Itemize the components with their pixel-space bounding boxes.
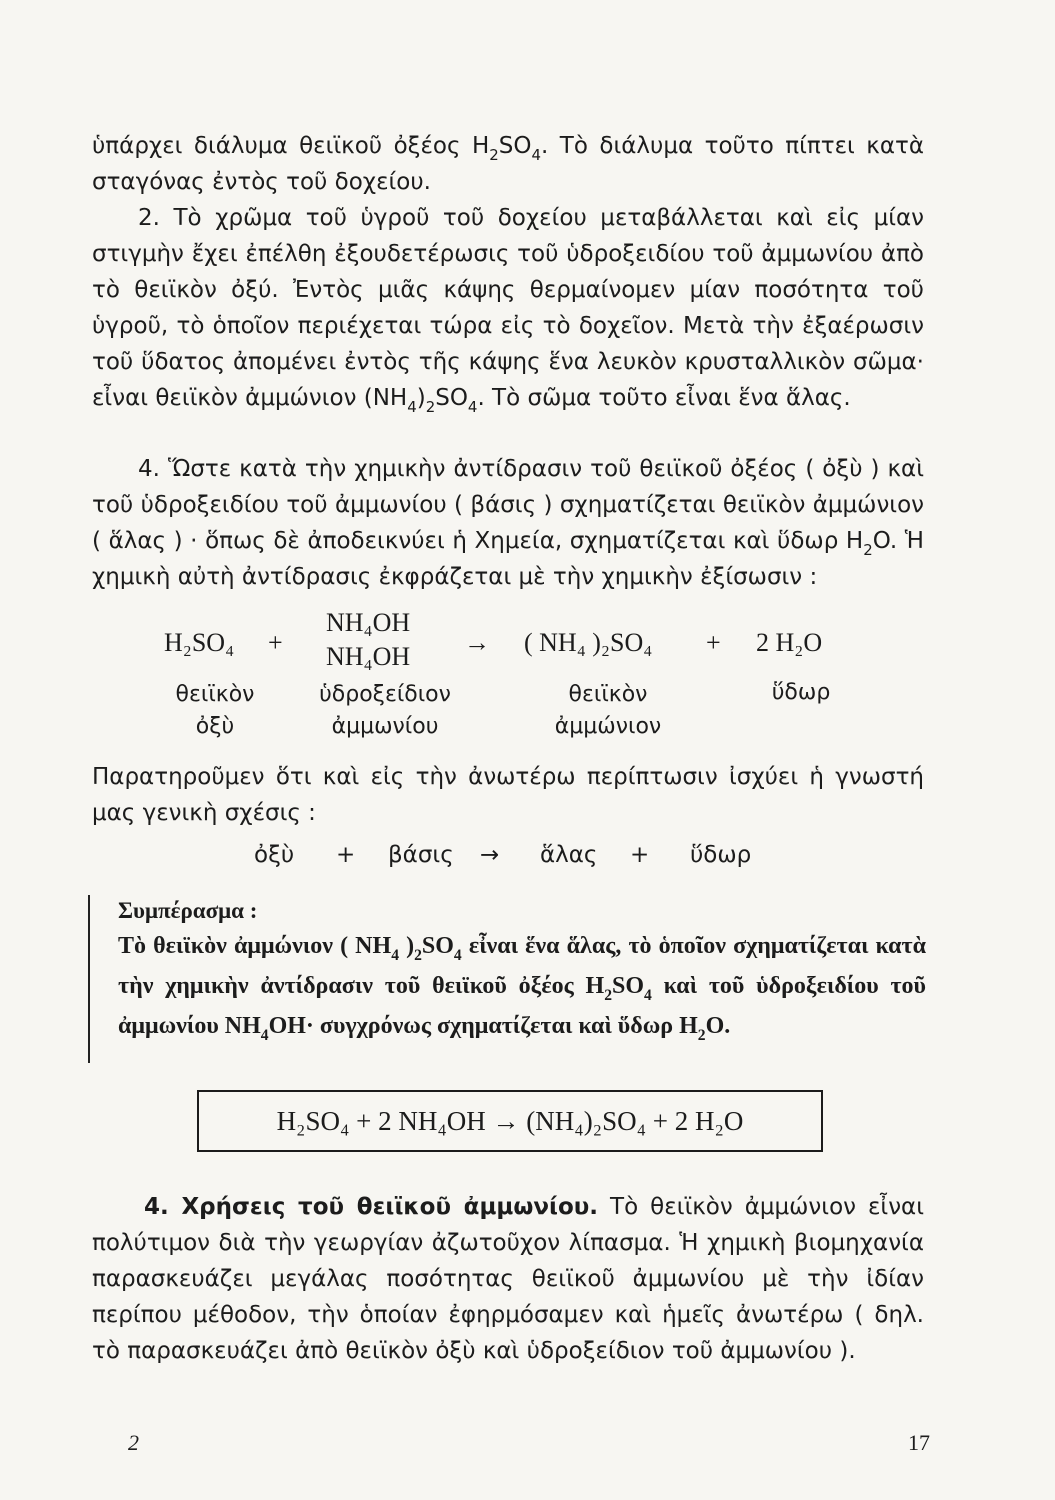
eq-plus-1: + xyxy=(268,628,283,657)
section-4-paragraph: 4. Χρήσεις τοῦ θειϊκοῦ ἀμμωνίου. Τὸ θειϊκὸν ἀμμώνιον εἶναι πολύτιμον διὰ τὴν γεωργίαν ἀζωτοῦχον λίπασμα. Ἡ χημικὴ βιομηχανία παρασκευάζει μεγάλας ποσότητας θειϊκοῦ ἀμμωνίου μὲ τὴν ἰδίαν περίπου μέθοδον, τὴν ὁποίαν ἐφηρμόσαμεν καὶ ἡμεῖς ἀνωτέρω ( δηλ. τὸ παρασκευάζει ἀπὸ θειϊκὸν ὀξὺ καὶ ὑδροξείδιον τοῦ ἀμμωνίου ). xyxy=(92,1194,925,1364)
eq-base-top: NH₄OH xyxy=(326,608,411,637)
conclusion-text: Τὸ θειϊκὸν ἀμμώνιον ( $NH_4$ )$_2SO_4$ εἶναι ἕνα ἅλας, τὸ ὁποῖον σχηματίζεται κατὰ τὴν χημικὴν ἀντίδρασιν τοῦ θειϊκοῦ ὀξέος $H_2SO_4$ καὶ τοῦ ὑδροξειδίου τοῦ ἀμμωνίου $NH_4OH\cdot \sigma\upsilon\gamma\chi\rho ό\nu\omega\varsigma$ σχηματίζεται καὶ ὕδωρ $H_2O$. xyxy=(118,933,926,1045)
rel-water: ὕδωρ xyxy=(690,842,752,868)
label-base-1: ὑδροξείδιον xyxy=(319,682,451,707)
rel-plus-1: + xyxy=(336,842,356,868)
label-acid-1: θειϊκὸν xyxy=(175,682,255,707)
paragraph-2: 2. Τὸ χρῶμα τοῦ ὑγροῦ τοῦ δοχείου μεταβάλλεται καὶ εἰς μίαν στιγμὴν ἔχει ἐπέλθη ἐξουδετέρωσις τοῦ ὑδροξειδίου τοῦ ἀμμωνίου ἀπὸ τὸ θειϊκὸν ὀξύ. Ἐντὸς μιᾶς κάψης θερμαίνομεν μίαν ποσότητα τοῦ ὑγροῦ, τὸ ὁποῖον περιέχεται τώρα εἰς τὸ δοχεῖον. Μετὰ τὴν ἐξαέρωσιν τοῦ ὕδατος ἀπομένει ἐντὸς τῆς κάψης ἕνα λευκὸν κρυσταλλικὸν σῶμα· εἶναι θειϊκὸν ἀμμώνιον $(NH_4)_2SO_4$. Τὸ σῶμα τοῦτο εἶναι ἕνα ἅλας. xyxy=(92,205,924,417)
rel-arrow: → xyxy=(480,842,500,868)
boxed-equation: H₂SO₄ + 2 NH₄OH → (NH₄)₂SO₄ + 2 H₂O xyxy=(197,1090,823,1152)
conclusion-rule xyxy=(88,895,90,1063)
rel-plus-2: + xyxy=(630,842,650,868)
eq-salt: ( NH₄ )₂SO₄ xyxy=(524,628,653,657)
rel-base: βάσις xyxy=(388,842,454,868)
label-salt-2: ἀμμώνιον xyxy=(554,714,662,739)
label-acid-2: ὀξὺ xyxy=(195,714,235,739)
signature-mark: 2 xyxy=(128,1430,139,1455)
eq-arrow: → xyxy=(464,628,490,657)
eq-acid: H₂SO₄ xyxy=(164,628,235,657)
rel-salt: ἅλας xyxy=(540,842,598,868)
paragraph-1: ὑπάρχει διάλυμα θειϊκοῦ ὀξέος $H_2SO_4$. Τὸ διάλυμα τοῦτο πίπτει κατὰ σταγόνας ἐντὸς τοῦ δοχείου. xyxy=(92,133,924,195)
section-4-title: 4. Χρήσεις τοῦ θειϊκοῦ ἀμμωνίου. xyxy=(144,1194,599,1220)
label-water: ὕδωρ xyxy=(771,680,831,705)
eq-plus-2: + xyxy=(706,628,721,657)
label-salt-1: θειϊκὸν xyxy=(568,682,648,707)
eq-base-bottom: NH₄OH xyxy=(326,642,411,671)
page-number: 17 xyxy=(908,1430,930,1455)
paragraph-4: 4. Ὥστε κατὰ τὴν χημικὴν ἀντίδρασιν τοῦ θειϊκοῦ ὀξέος ( ὀξὺ ) καὶ τοῦ ὑδροξειδίου τοῦ ἀμμωνίου ( βάσις ) σχηματίζεται θειϊκὸν ἀμμώνιον ( ἅλας ) · ὅπως δὲ ἀποδεικνύει ἡ Χημεία, σχηματίζεται καὶ ὕδωρ $H_2O$. Ἡ χημικὴ αὐτὴ ἀντίδρασις ἐκφράζεται μὲ τὴν χημικὴν ἐξίσωσιν : xyxy=(92,456,924,590)
label-base-2: ἀμμωνίου xyxy=(331,714,439,739)
rel-acid: ὀξὺ xyxy=(254,842,295,868)
eq-water: 2 H₂O xyxy=(756,628,823,657)
conclusion-heading: Συμπέρασμα : xyxy=(118,898,258,923)
observation-paragraph: Παρατηροῦμεν ὅτι καὶ εἰς τὴν ἀνωτέρω περίπτωσιν ἰσχύει ἡ γνωστή μας γενικὴ σχέσις : xyxy=(92,764,924,826)
